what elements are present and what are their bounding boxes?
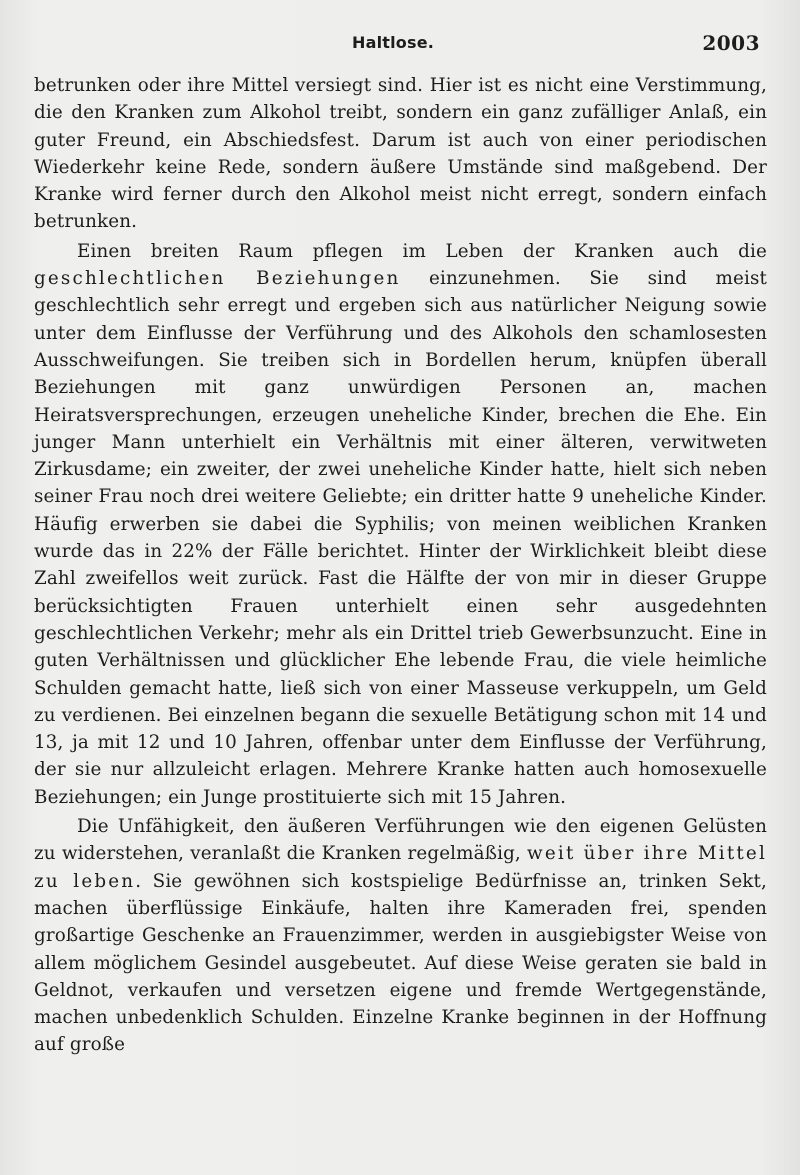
body-text [34, 72, 767, 1059]
paragraph-text: Die Unfähigkeit, den äußeren Verführungen wie den eigenen Gelüsten zu widerstehen, veranlaßt die Kranken regelmäßig, [34, 816, 767, 865]
paragraph-text: . Sie gewöhnen sich kostspielige Bedürfnisse an, trinken Sekt, machen überflüssige Einkäufe, halten ihre Kameraden frei, spenden großartige Geschenke an Frauenzimmer, werden in ausgiebigster Weise von allem möglichem Gesindel ausgebeutet. Auf diese Weise geraten sie bald in Geldnot, verkaufen und versetzen eigene und fremde Wertgegenstände, machen unbedenklich Schulden. Einzelne Kranke beginnen in der Hoffnung auf große [34, 870, 767, 1056]
emphasized-text: geschlechtlichen Beziehungen [34, 268, 401, 290]
page-header [34, 33, 760, 57]
paragraph [34, 238, 767, 811]
page-number: 2003 [702, 31, 760, 55]
paragraph-text: einzunehmen. Sie sind meist geschlechtlich sehr erregt und ergeben sich aus natürlicher Neigung sowie unter dem Einflusse der Verführung und des Alkohols den schamlosesten Ausschweifungen. Sie treiben sich in Bordellen herum, knüpfen überall Beziehungen mit ganz unwürdigen Personen an, machen Heiratsversprechungen, erzeugen uneheliche Kinder, brechen die Ehe. Ein junger Mann unterhielt ein Verhältnis mit einer älteren, verwitweten Zirkusdame; ein zweiter, der zwei uneheliche Kinder hatte, hielt sich neben seiner Frau noch drei weitere Geliebte; ein dritter hatte 9 uneheliche Kinder. Häufig erwerben sie dabei die Syphilis; von meinen weiblichen Kranken wurde das in 22% der Fälle berichtet. Hinter der Wirklichkeit bleibt diese Zahl zweifellos weit zurück. Fast die Hälfte der von mir in dieser Gruppe berücksichtigten Frauen unterhielt einen sehr ausgedehnten geschlechtlichen Verkehr; mehr als ein Drittel trieb Gewerbsunzucht. Eine in guten Verhältnissen und glücklicher Ehe lebende Frau, die viele heimliche Schulden gemacht hatte, ließ sich von einer Masseuse verkuppeln, um Geld zu verdienen. Bei einzelnen begann die sexuelle Betätigung schon mit 14 und 13, ja mit 12 und 10 Jahren, offenbar unter dem Einflusse der Verführung, der sie nur allzuleicht erlagen. Mehrere Kranke hatten auch homosexuelle Beziehungen; ein Junge prostituierte sich mit 15 Jahren. [34, 268, 767, 808]
paragraph-text: Einen breiten Raum pflegen im Leben der Kranken auch die [77, 240, 767, 262]
emphasized-text: weit über ihre Mittel zu leben [34, 843, 767, 892]
paragraph [34, 72, 767, 236]
running-head: Haltlose. [352, 33, 435, 52]
paragraph [34, 813, 767, 1059]
paragraph-text: betrunken oder ihre Mittel versiegt sind. Hier ist es nicht eine Verstimmung, die den Kranken zum Alkohol treibt, sondern ein ganz zufälliger Anlaß, ein guter Freund, ein Abschiedsfest. Darum ist auch von einer periodischen Wiederkehr keine Rede, sondern äußere Umstände sind maßgebend. Der Kranke wird ferner durch den Alkohol meist nicht erregt, sondern einfach betrunken. [34, 75, 767, 233]
